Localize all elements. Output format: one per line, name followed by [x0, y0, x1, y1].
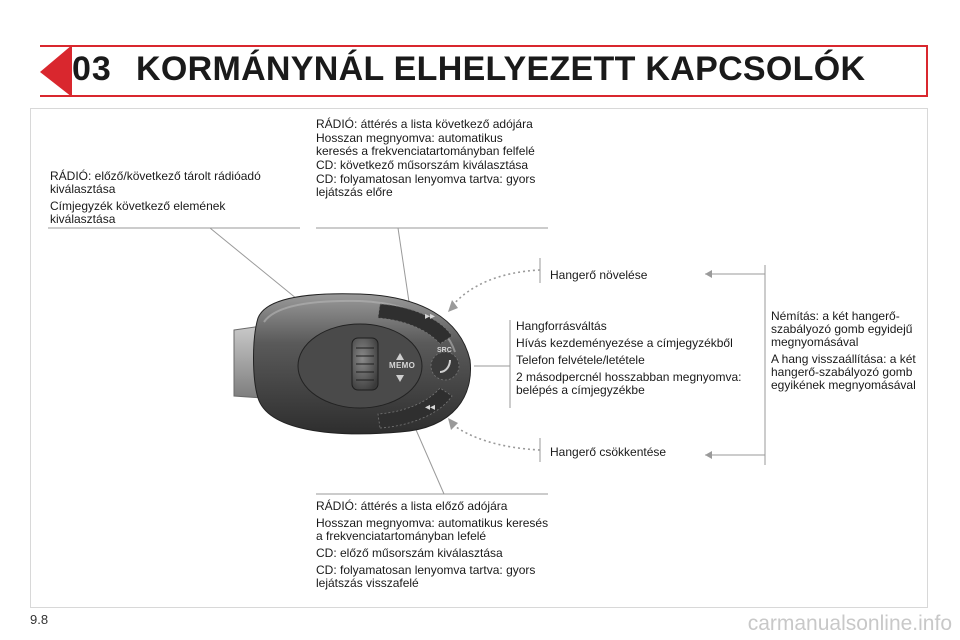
note-line: Hosszan megnyomva: automatikus keresés a frekvenciatartományban lefelé	[316, 516, 549, 543]
note-radio-preset	[50, 170, 290, 230]
note-volume-up: Hangerő növelése	[550, 268, 648, 282]
chapter-number: 03	[72, 50, 112, 88]
note-radio-next	[316, 118, 548, 200]
note-line: A hang visszaállítása: a két hangerő-szabályozó gomb egyikének megnyomásával	[771, 352, 916, 392]
note-line: Hosszan megnyomva: automatikus keresés a frekvenciatartományban felfelé	[316, 131, 535, 158]
prev-icon: ◂◂	[425, 402, 436, 413]
note-line: RÁDIÓ: előző/következő tárolt rádióadó kiválasztása	[50, 169, 261, 196]
note-mute	[771, 310, 916, 396]
note-line: CD: folyamatosan lenyomva tartva: gyors lejátszás visszafelé	[316, 563, 536, 590]
note-line: Hangforrásváltás	[516, 319, 607, 333]
note-line: CD: előző műsorszám kiválasztása	[316, 546, 503, 560]
volume-up-arrow	[452, 270, 540, 306]
memo-label: MEMO	[389, 361, 416, 370]
src-label: SRC	[437, 347, 452, 354]
page-number: 9.8	[30, 612, 49, 627]
page-title: KORMÁNYNÁL ELHELYEZETT KAPCSOLÓK	[136, 50, 866, 88]
note-line: Hívás kezdeményezése a címjegyzékből	[516, 336, 733, 350]
note-line: 2 másodpercnél hosszabban megnyomva: belépés a címjegyzékbe	[516, 370, 742, 397]
note-source	[516, 320, 746, 401]
note-line: Címjegyzék következő elemének kiválasztása	[50, 199, 226, 226]
note-line: Némítás: a két hangerő-szabályozó gomb egyidejű megnyomásával	[771, 309, 913, 349]
note-line: RÁDIÓ: áttérés a lista előző adójára	[316, 499, 508, 513]
watermark: carmanualsonline.info	[747, 612, 952, 635]
note-volume-down: Hangerő csökkentése	[550, 445, 667, 459]
note-line: Telefon felvétele/letétele	[516, 353, 645, 367]
note-line: CD: következő műsorszám kiválasztása	[316, 158, 529, 172]
note-line: RÁDIÓ: áttérés a lista következő adójára	[316, 117, 533, 131]
next-icon: ▸▸	[425, 311, 436, 322]
note-radio-prev	[316, 500, 556, 594]
volume-down-arrow	[452, 424, 540, 450]
src-phone-button[interactable]	[431, 352, 459, 380]
note-line: CD: folyamatosan lenyomva tartva: gyors lejátszás előre	[316, 172, 536, 199]
header-accent-triangle	[40, 45, 72, 97]
